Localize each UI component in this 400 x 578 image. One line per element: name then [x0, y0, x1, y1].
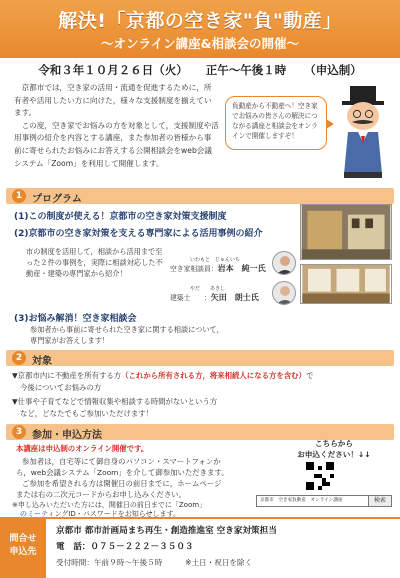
section-title: プログラム — [32, 194, 82, 205]
target-line-1-c: で — [305, 371, 314, 380]
apply-line-2: ら，web会議システム「Zoom」を介して御参加いただきます。 — [16, 468, 229, 477]
apply-notice: 本講座は申込制のオンライン開催です。 — [16, 444, 149, 453]
section-number: 3 — [12, 425, 26, 439]
contact-department: 京都市 都市計画局まち再生・創造推進室 空き家対策担当 — [56, 526, 277, 536]
event-time: 正午～午後１時 — [205, 63, 287, 77]
target-line-1-a: ▼京都市内に不動産を所有する方 — [12, 371, 122, 380]
house-photo-exterior — [300, 204, 392, 260]
speaker-2-photo — [272, 281, 296, 305]
intro-paragraph-1: 京都市では，空き家の活用・流通を促進するために，所有者や活用したい方に向けた，様々な支援制度を揃えています。 — [14, 83, 212, 118]
intro-text — [14, 82, 219, 170]
section-title: 参加・申込方法 — [32, 430, 102, 441]
speaker-2-ruby: やだ あきし — [190, 286, 226, 292]
apply-line-3: ご参加を希望される方は開催日の前日までに，ホームページ — [22, 479, 222, 488]
contact-label — [0, 519, 46, 578]
contact-footer — [0, 517, 400, 578]
section-title: 対象 — [32, 356, 52, 367]
section-target-header — [6, 350, 394, 366]
apply-line-1: 参加者は，自宅等にて御自身のパソコン・スマートフォンか — [22, 457, 221, 466]
program-item-3-description-2: 専門家がお答えします！ — [30, 336, 110, 345]
title-banner — [0, 0, 400, 58]
target-line-3: ▼仕事や子育てなどで情報収集や相談する時間がないという方 — [12, 397, 218, 406]
contact-label-line-2: 申込先 — [9, 547, 37, 557]
program-item-1: (1)この制度が使える！京都市の空き家対策支援制度 — [14, 212, 227, 222]
apply-line-5: ※申し込みいただいた方には，開催日の前日までに「Zoom」 — [12, 501, 207, 509]
apply-line-4: または右の二次元コードからお申し込みください。 — [16, 490, 186, 499]
target-line-4: など，どなたでもご参加いただけます！ — [20, 409, 154, 418]
intro-paragraph-2: この度，空き家でお悩みの方を対象として，支援制度や活用事例の紹介を内容とする講座，また参加者の皆様から事前に寄せられたお悩みにお答えする公開相談会をweb会議システム「Zoom」を利用して開催します。 — [14, 120, 219, 168]
target-line-2: 今後についてお悩みの方 — [20, 383, 102, 392]
program-item-3: (3)お悩み解消！空き家相談会 — [14, 314, 137, 324]
section-program-header — [6, 188, 394, 204]
page-subtitle: ～オンライン講座&相談会の開催～ — [100, 36, 300, 51]
apply-line-6: のミーティングID・パスワードをお知らせします。 — [20, 510, 180, 518]
program-item-3-description-1: 参加者から事前に寄せられた空き家に関する相談について， — [30, 325, 224, 334]
search-box-text: 京都市 空き家負動産 オンライン講座 — [260, 498, 343, 503]
speaker-1-role: 空き家相談員： — [170, 265, 218, 273]
mascot-illustration — [330, 84, 396, 184]
contact-label-line-1: 問合せ — [9, 534, 37, 544]
speaker-1 — [170, 263, 266, 274]
event-reservation: （申込制） — [304, 63, 362, 77]
qr-caption — [282, 438, 386, 460]
speech-bubble: 負動産から不動産へ！空き家でお悩みの皆さんの解決につながる講座と相談会をオンラインで開催しますぞ！ — [225, 96, 327, 150]
house-photo-interior — [300, 264, 392, 304]
target-line-1 — [12, 370, 313, 382]
speaker-2-role: 建築士 ： — [170, 294, 211, 302]
speaker-1-name: 岩本 純一氏 — [217, 264, 266, 273]
target-line-1-highlight: （これから所有される方，将来相続人になる方を含む） — [121, 371, 306, 380]
section-number: 2 — [12, 351, 26, 365]
speaker-1-photo — [272, 251, 296, 275]
contact-hours: 受付時間：午前９時～午後５時 ※土日・祝日を除く — [56, 558, 253, 567]
event-dateline — [0, 62, 400, 78]
page-title: 解決!「京都の空き家"負"動産」 — [58, 10, 342, 32]
event-date: 令和３年１０月２６日（火） — [38, 63, 188, 77]
qr-code[interactable] — [306, 462, 334, 490]
contact-phone: 電 話：０７５－２２２－３５０３ — [56, 542, 194, 552]
qr-caption-line-2: お申込ください！↓↓ — [297, 450, 371, 459]
search-button[interactable]: 検索 — [368, 495, 392, 507]
speaker-2-name: 矢田 朗士氏 — [210, 293, 259, 302]
qr-caption-line-1: こちらから — [315, 439, 353, 448]
section-number: 1 — [12, 189, 26, 203]
speaker-1-ruby: いわもと じゅんいち — [190, 257, 241, 263]
program-item-2-description: 市の制度を活用して，相談から活用まで至った２件の事例を，実際に相談対応した不動産・建築の専門家から紹介！ — [26, 247, 163, 278]
program-item-2: (2)京都市の空き家対策を支える専門家による活用事例の紹介 — [14, 229, 263, 239]
speaker-2 — [170, 292, 259, 303]
